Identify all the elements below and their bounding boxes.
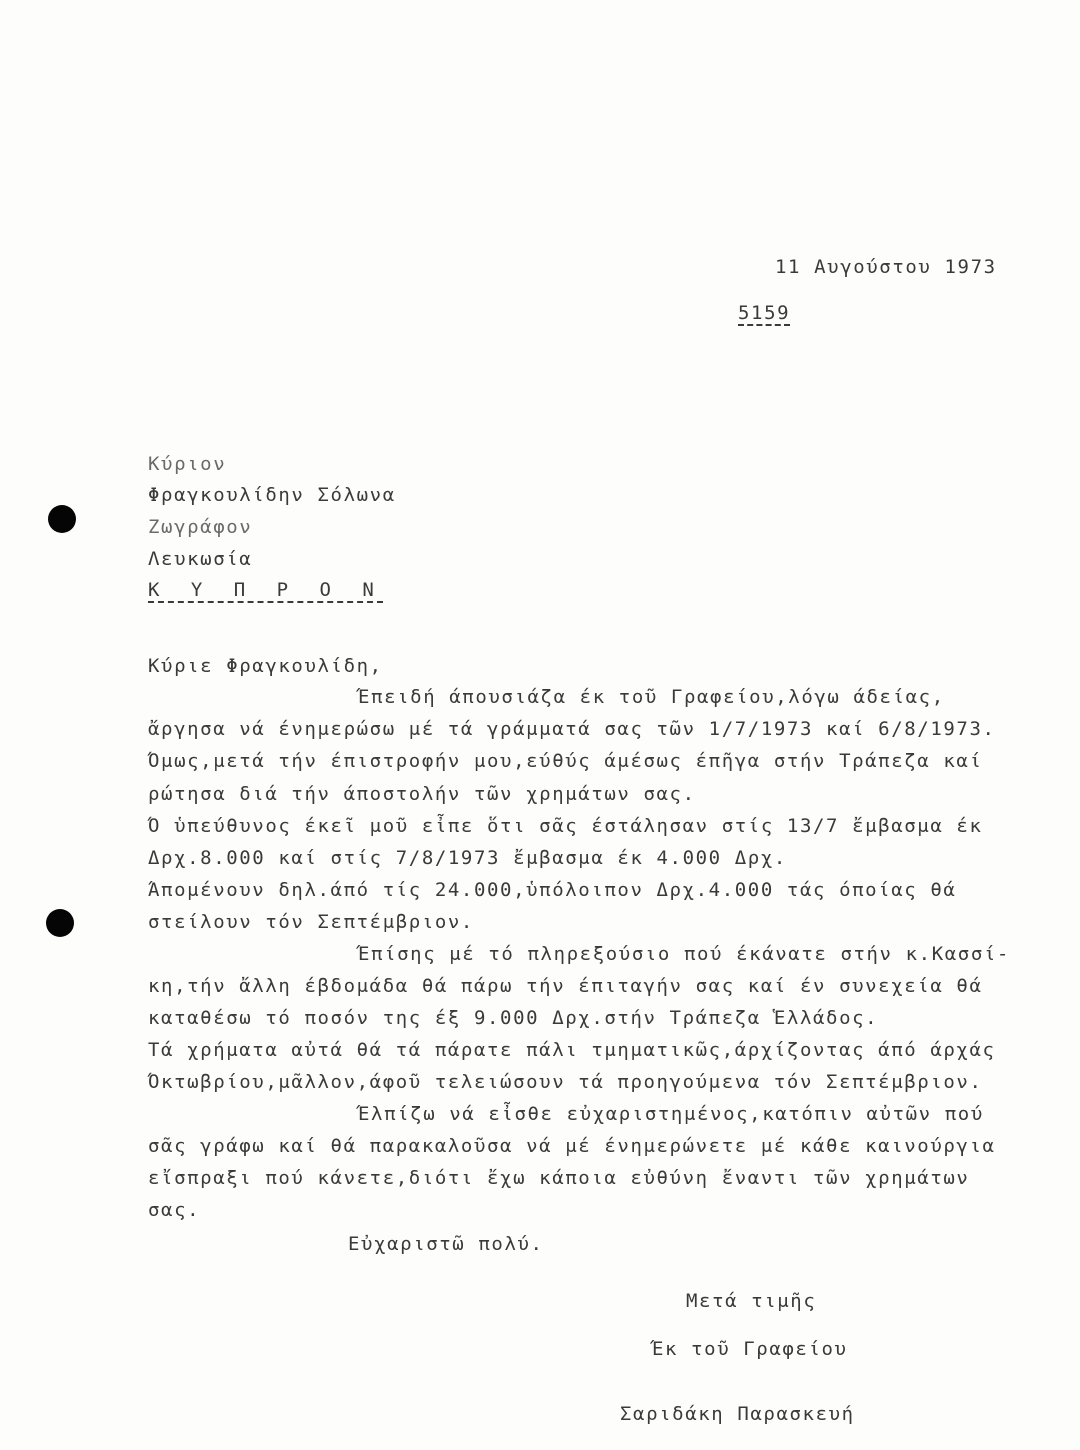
body-line-7: Άπομένουν δηλ.άπό τίς 24.000,ὑπόλοιπον Δρχ.4.000 τάς όποίας θά bbox=[148, 879, 957, 901]
body-line-17: σας. bbox=[148, 1199, 201, 1221]
recipient-city: Λευκωσία bbox=[148, 548, 253, 570]
body-line-4: ρώτησα διά τήν άποστολήν τῶν χρημάτων σας. bbox=[148, 783, 696, 805]
body-line-1: Έπειδή άπουσιάζα έκ τοῦ Γραφείου,λόγω άδείας, bbox=[358, 686, 945, 708]
recipient-title: Κύριον bbox=[148, 453, 227, 475]
thanks-line: Εὐχαριστῶ πολύ. bbox=[348, 1233, 544, 1255]
body-line-6: Δρχ.8.000 καί στίς 7/8/1973 ἔμβασμα έκ 4.000 Δρχ. bbox=[148, 847, 787, 869]
body-line-15: σᾶς γράφω καί θά παρακαλοῦσα νά μέ ένημερώνετε μέ κάθε καινούργια bbox=[148, 1135, 996, 1157]
recipient-country: Κ Υ Π Ρ Ο Ν bbox=[148, 579, 384, 601]
body-line-11: καταθέσω τό ποσόν της έξ 9.000 Δρχ.στήν Τράπεζα Ἑλλάδος. bbox=[148, 1007, 879, 1029]
body-line-13: Όκτωβρίου,μᾶλλον,άφοῦ τελειώσουν τά προηγούμενα τόν Σεπτέμβριον. bbox=[148, 1071, 983, 1093]
body-line-16: εἴσπραξι πού κάνετε,διότι ἔχω κάποια εὐθύνη ἔναντι τῶν χρημάτων bbox=[148, 1167, 970, 1189]
body-line-5: Ό ὑπεύθυνος έκεῖ μοῦ εἶπε ὅτι σᾶς έστάλησαν στίς 13/7 ἔμβασμα έκ bbox=[148, 815, 983, 837]
salutation: Κύριε Φραγκουλίδη, bbox=[148, 655, 383, 677]
closing-regards: Μετά τιμῆς bbox=[686, 1290, 817, 1312]
body-line-14: Έλπίζω νά εἶσθε εὐχαριστημένος,κατόπιν αὐτῶν πού bbox=[358, 1103, 984, 1125]
punch-hole-top bbox=[48, 505, 76, 533]
recipient-occupation: Ζωγράφον bbox=[148, 516, 253, 538]
body-line-10: κη,τήν ἄλλη έβδομάδα θά πάρω τήν έπιταγήν σας καί έν συνεχεία θά bbox=[148, 975, 983, 997]
body-line-3: Όμως,μετά τήν έπιστροφήν μου,εύθύς άμέσως έπῆγα στήν Τράπεζα καί bbox=[148, 750, 983, 772]
body-line-8: στείλουν τόν Σεπτέμβριον. bbox=[148, 911, 474, 933]
punch-hole-bottom bbox=[46, 909, 74, 937]
letter-date: 11 Αυγούστου 1973 bbox=[775, 256, 997, 278]
signature-name: Σαριδάκη Παρασκευή bbox=[620, 1403, 855, 1425]
body-line-2: ἄργησα νά ένημερώσω μέ τά γράμματά σας τῶν 1/7/1973 καί 6/8/1973. bbox=[148, 718, 996, 740]
recipient-name: Φραγκουλίδην Σόλωνα bbox=[148, 484, 396, 506]
body-line-12: Τά χρήματα αὐτά θά τά πάρατε πάλι τμηματικῶς,άρχίζοντας άπό άρχάς bbox=[148, 1039, 996, 1061]
closing-from: Έκ τοῦ Γραφείου bbox=[652, 1338, 848, 1360]
reference-number: 5159 bbox=[738, 302, 791, 324]
body-line-9: Έπίσης μέ τό πληρεξούσιο πού έκάνατε στήν κ.Κασσί- bbox=[358, 943, 1010, 965]
